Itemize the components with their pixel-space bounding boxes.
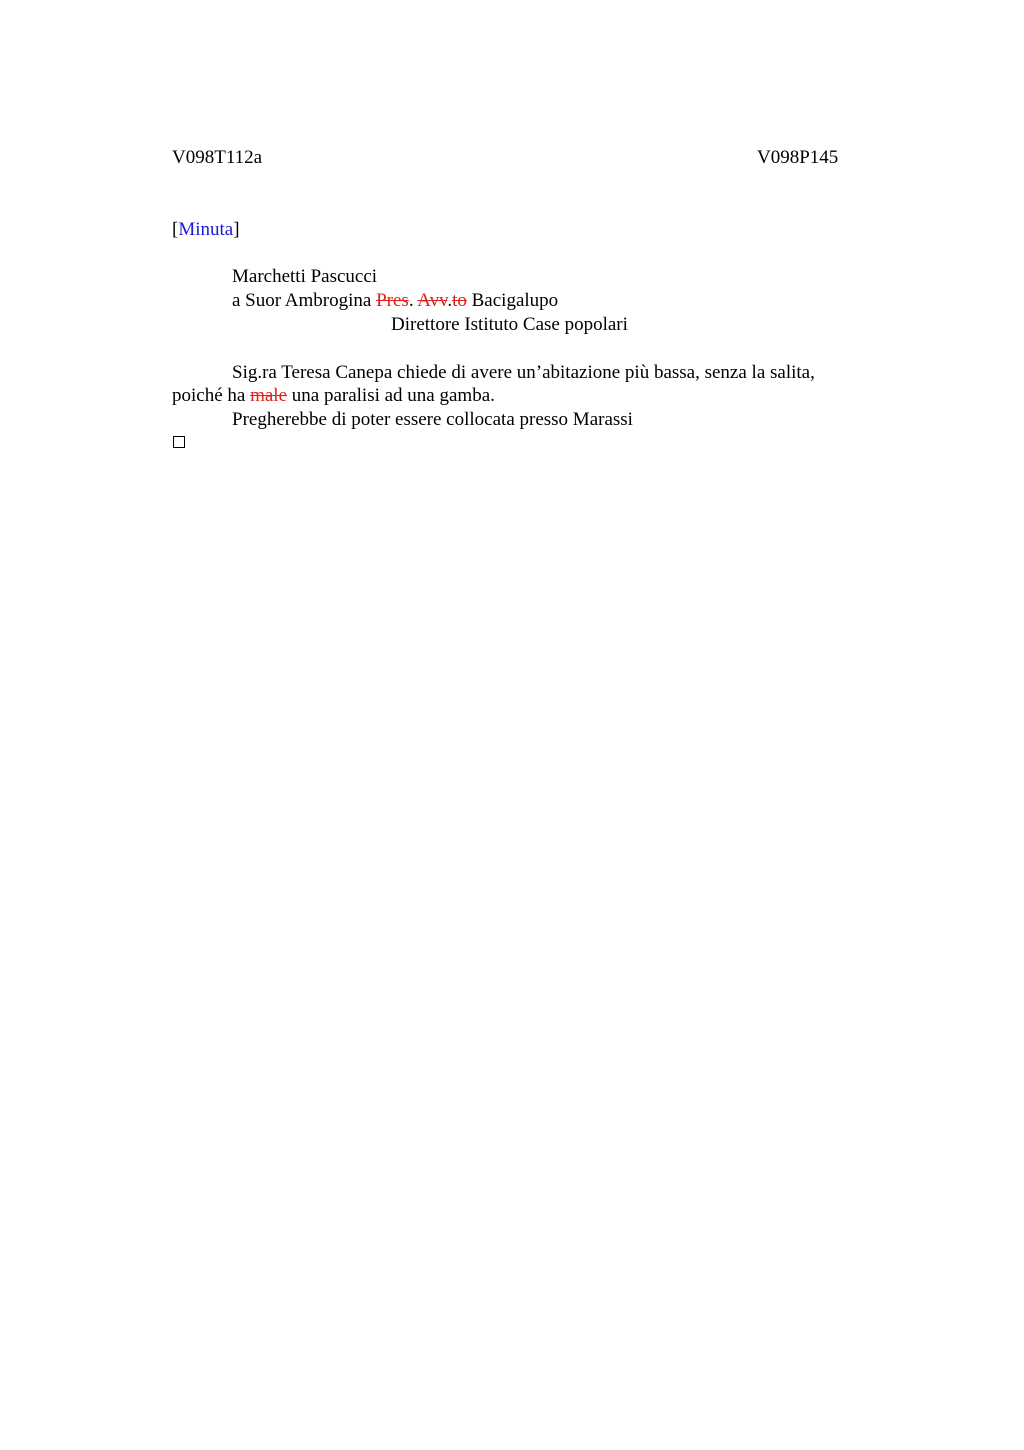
struck-word-avv: Avv (417, 290, 448, 311)
struck-word-male: male (250, 385, 288, 406)
body-line-1: Sig.ra Teresa Canepa chiede di avere un’abitazione più bassa, senza la salita, (232, 362, 815, 383)
recipient-punctuation-2: . (447, 290, 453, 311)
body-line-3: Pregherebbe di poter essere collocata presso Marassi (232, 409, 633, 430)
end-of-text-box-icon (173, 436, 185, 448)
document-reference-left: V098T112a (172, 147, 263, 168)
bracket-open: [ (172, 219, 179, 240)
document-type-label (172, 218, 240, 242)
recipient-title: Direttore Istituto Case popolari (391, 314, 628, 335)
recipient-prefix: a Suor Ambrogina (232, 290, 377, 311)
recipient-line (232, 289, 558, 313)
struck-word-pres: Pres (376, 290, 409, 311)
body-line-2 (172, 384, 495, 408)
sender-name: Marchetti Pascucci (232, 266, 378, 287)
body-line-2-start: poiché ha (172, 385, 251, 406)
bracket-close: ] (233, 219, 240, 240)
recipient-punctuation-1: . (408, 290, 418, 311)
document-type-text: Minuta (178, 219, 234, 240)
struck-word-to: to (452, 290, 467, 311)
recipient-name: Bacigalupo (466, 290, 559, 311)
body-line-2-end: una paralisi ad una gamba. (287, 385, 495, 406)
document-reference-right: V098P145 (757, 147, 839, 168)
